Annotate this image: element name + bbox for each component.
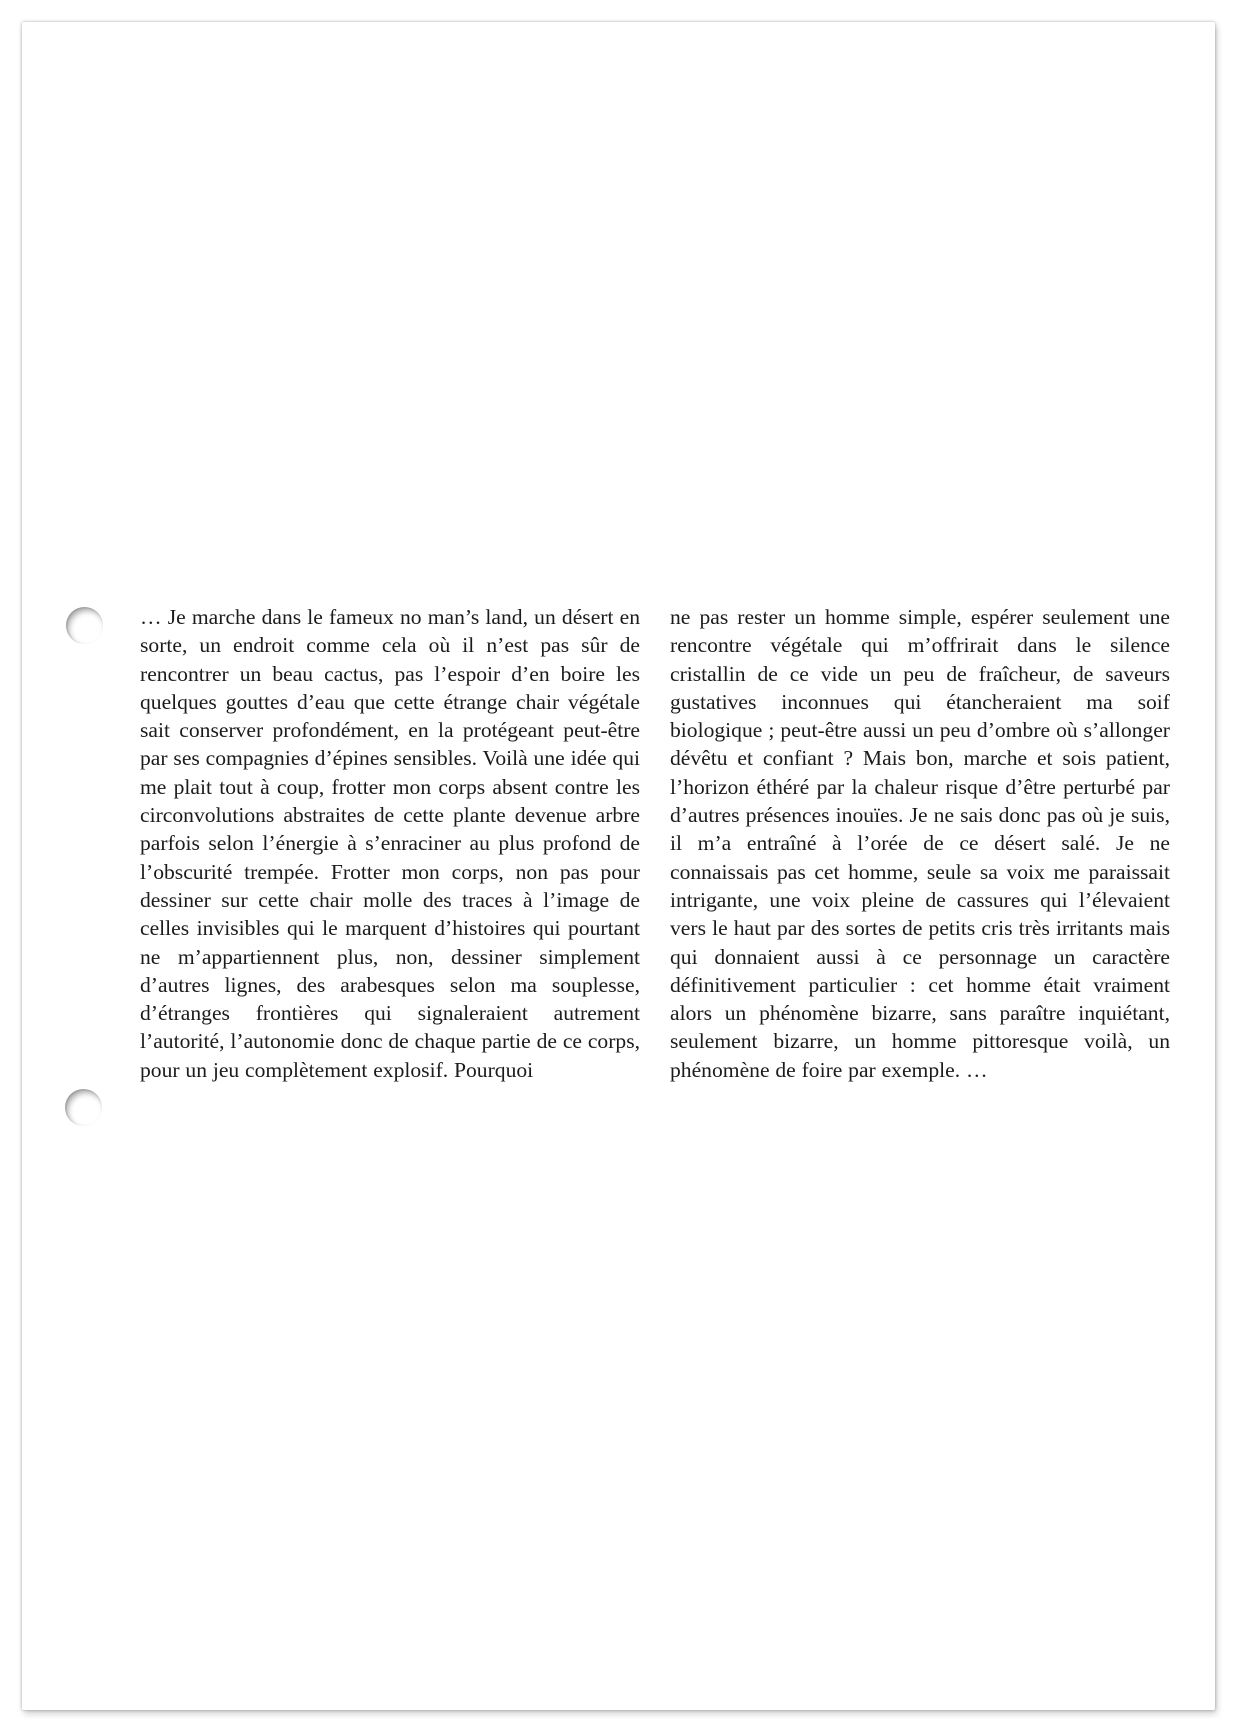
document-page: [22, 22, 1215, 1710]
right-column-paragraph: ne pas rester un homme simple, espérer seulement une rencontre végétale qui m’offrirait dans le silence cristallin de ce vide un peu de fraîcheur, de saveurs gustatives inconnues qui étancheraient ma soif biologique ; peut-être aussi un peu d’ombre où s’allonger dévêtu et confiant ? Mais bon, marche et sois patient, l’horizon éthéré par la chaleur risque d’être perturbé par d’autres présences inouïes. Je ne sais donc pas où je suis, il m’a entraîné à l’orée de ce désert salé. Je ne connaissais pas cet homme, seule sa voix me paraissait intrigante, une voix pleine de cassures qui l’élevaient vers le haut par des sortes de petits cris très irritants mais qui donnaient aussi à ce personnage un caractère définitivement particulier : cet homme était vraiment alors un phénomène bizarre, sans paraître inquiétant, seulement bizarre, un homme pittoresque voilà, un phénomène de foire par exemple. …: [670, 605, 1170, 1082]
text-column-left: [140, 603, 640, 1084]
two-column-text-block: [140, 603, 1170, 1084]
text-column-right: [670, 603, 1170, 1084]
left-column-paragraph: … Je marche dans le fameux no man’s land, un désert en sorte, un endroit comme cela où il n’est pas sûr de rencontrer un beau cactus, pas l’espoir d’en boire les quelques gouttes d’eau que cette étrange chair végétale sait conserver profondément, en la protégeant peut-être par ses compagnies d’épines sensibles. Voilà une idée qui me plait tout à coup, frotter mon corps absent contre les circonvolutions abstraites de cette plante devenue arbre parfois selon l’énergie à s’enraciner au plus profond de l’obscurité trempée. Frotter mon corps, non pas pour dessiner sur cette chair molle des traces à l’image de celles invisibles qui le marquent d’histoires qui pourtant ne m’appartiennent plus, non, dessiner simplement d’autres lignes, des arabesques selon ma souplesse, d’étranges frontières qui signaleraient autrement l’autorité, l’autonomie donc de chaque partie de ce corps, pour un jeu complètement explosif. Pourquoi: [140, 605, 640, 1082]
hole-punch-bottom-icon: [65, 1089, 102, 1126]
hole-punch-top-icon: [66, 607, 103, 644]
